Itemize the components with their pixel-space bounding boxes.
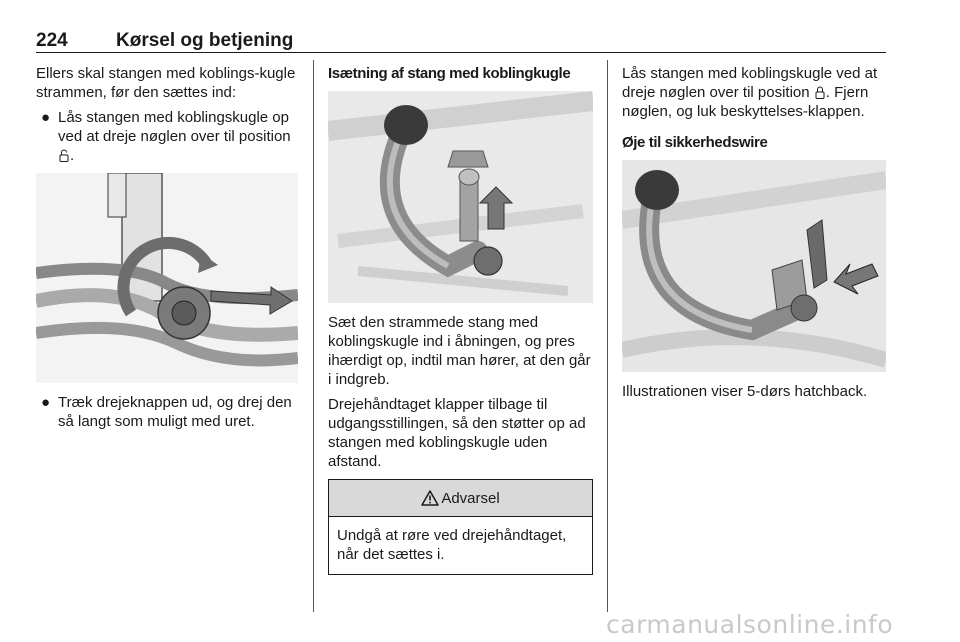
warning-title: Advarsel [441, 489, 500, 507]
insert-instruction: Sæt den strammede stang med koblingskugle ind i åbningen, og pres ihærdigt op, indtil man hører, at den går i indgreb. [328, 314, 591, 388]
bullet-unlock-end: . [70, 147, 75, 164]
bullet-pull-knob-text: Træk drejeknappen ud, og drej den så langt som muligt med uret. [58, 394, 292, 430]
figure-insert-towbar [328, 91, 593, 303]
page-number: 224 [36, 30, 68, 51]
intro-text: Ellers skal stangen med koblings-kugle strammen, før den sættes ind: [36, 65, 296, 101]
warning-header [329, 480, 592, 517]
column-1 [36, 64, 298, 437]
bullet-unlock-text: Lås stangen med koblingskugle op ved at dreje nøglen over til position [58, 109, 291, 145]
figure-caption: Illustrationen viser 5-dørs hatchback. [622, 383, 868, 400]
column-divider-2 [607, 60, 608, 612]
figure-knob-turn [36, 173, 298, 383]
lock-instruction: Lås stangen med koblingskugle ved at dreje nøglen over til position . Fjern nøglen, og luk beskyttelses-klappen. [622, 65, 878, 120]
warning-text: Undgå at røre ved drejehåndtaget, når det sættes i. [337, 527, 567, 563]
lock-closed-icon [815, 86, 825, 99]
chapter-title: Kørsel og betjening [116, 30, 294, 51]
page-header [36, 30, 886, 52]
handle-return-text: Drejehåndtaget klapper tilbage til udgangsstillingen, så den støtter op ad stangen med koblingskugle uden afstand. [328, 396, 586, 470]
bullet-unlock: ● Lås stangen med koblingskugle op ved at dreje nøglen over til position . [41, 109, 291, 164]
column-3 [622, 64, 886, 407]
warning-icon [421, 490, 439, 506]
column-2 [328, 64, 593, 575]
section-heading-insert: Isætning af stang med koblingkugle [328, 65, 571, 82]
bullet-pull-knob: ● Træk drejeknappen ud, og drej den så langt som muligt med uret. [41, 394, 292, 430]
figure-safety-eye [622, 160, 886, 372]
column-divider-1 [313, 60, 314, 612]
lock-open-icon [59, 149, 69, 162]
warning-box [328, 479, 593, 575]
watermark: carmanualsonline.info [606, 610, 894, 639]
section-heading-safety-eye: Øje til sikkerhedswire [622, 134, 768, 151]
header-rule [36, 52, 886, 53]
